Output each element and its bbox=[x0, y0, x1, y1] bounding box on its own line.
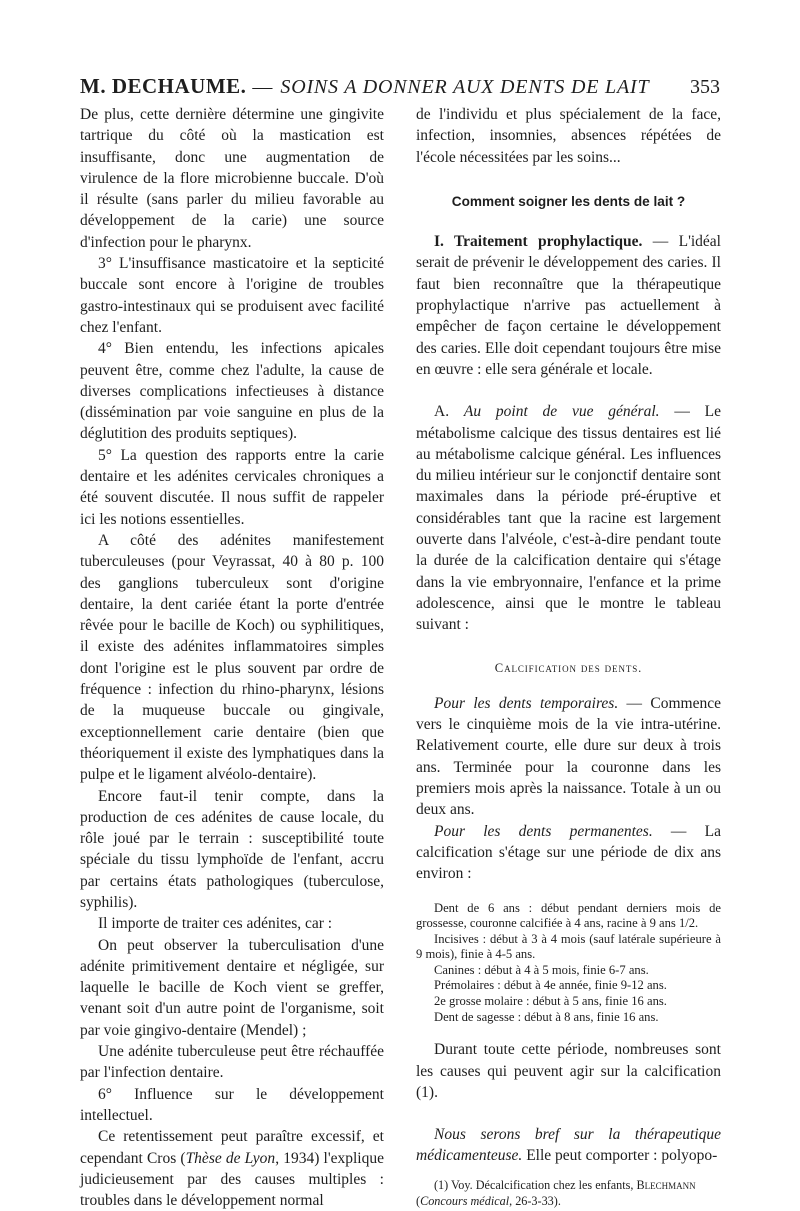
section-heading: Comment soigner les dents de lait ? bbox=[451, 193, 686, 209]
text-run: Ce retentissement peut paraître excessif, et cependant Cros ( bbox=[80, 1128, 384, 1167]
table-row: 2e grosse molaire : début à 5 ans, finie 16 ans. bbox=[434, 994, 667, 1009]
text-run: — La calcification s'étage sur une période de dix ans environ : bbox=[416, 822, 722, 883]
paragraph: 5° La question des rapports entre la carie dentaire et les adénites cervicales chroniques a été souvent discutée. Il nous suffit de rappeler ici les notions essentielles. bbox=[80, 446, 384, 528]
paragraph: 4° Bien entendu, les infections apicales peuvent être, comme chez l'adulte, la cause de diverses complications infectieuses à distance (dissémination par voie sanguine en plus de la déglutition des produits septiques). bbox=[80, 340, 384, 443]
paragraph: Encore faut-il tenir compte, dans la production de ces adénites de cause locale, du rôle joué par le terrain : susceptibilité toute spéciale du tissu lymphoïde de l'enfant, accru par certains états pathologiques (tuberculose, syphilis). bbox=[80, 787, 384, 911]
paragraph: 6° Influence sur le développement intellectuel. bbox=[80, 1085, 384, 1124]
text-run: , 26-3-33). bbox=[509, 1193, 561, 1208]
paragraph bbox=[416, 401, 721, 635]
calcification-table bbox=[416, 901, 721, 1026]
running-header bbox=[80, 74, 720, 104]
text-run: Elle peut comporter : polyopo- bbox=[522, 1147, 718, 1165]
page-number: 353 bbox=[690, 76, 720, 98]
paragraph: A côté des adénites manifestement tuberculeuses (pour Veyrassat, 40 à 80 p. 100 des ganglions tuberculeux sont d'origine dentaire, la dent cariée étant la porte d'entrée rêvée pour le bacille de Koch) ou syphilitiques, il existe des adénites inflammatoires simples dont l'origine est le plus souvent par ordre de fréquence : infection du rhino-pharynx, lésions de la muqueuse buccale ou gingivale, exceptionnellement carie dentaire (bien que théoriquement il existe des lymphatiques dans la pulpe et le ligament alvéolo-dentaire). bbox=[80, 531, 384, 784]
text-run: (1) Voy. Décalcification chez les enfants, bbox=[434, 1177, 637, 1192]
text-run: — L'idéal serait de prévenir le développement des caries. Il faut bien reconnaître que la thérapeutique prophylactique n'arrive pas actuellement à empêcher de façon certaine le développement des caries. Elle doit cependant toujours être mise en œuvre : elle sera générale et locale. bbox=[416, 233, 721, 378]
header-title: SOINS A DONNER AUX DENTS DE LAIT bbox=[280, 76, 650, 98]
header-separator: — bbox=[252, 76, 273, 98]
footnote-author: Blechmann bbox=[636, 1177, 696, 1192]
footnote-journal: Concours médical bbox=[420, 1193, 510, 1208]
subsection-title: I. Traitement prophylactique. bbox=[434, 233, 643, 251]
paragraph bbox=[80, 1126, 384, 1211]
text-run: , 1934) l'explique judicieusement par des causes multiples : troubles dans le développement normal bbox=[80, 1149, 384, 1210]
paragraph: Durant toute cette période, nombreuses sont les causes qui peuvent agir sur la calcification (1). bbox=[416, 1041, 721, 1101]
subsection-title: Pour les dents permanentes. bbox=[434, 822, 653, 840]
table-row: Dent de 6 ans : début pendant derniers mois de grossesse, couronne calcifiée à 4 ans, racine à 9 ans 1/2. bbox=[416, 900, 721, 931]
table-row: Incisives : début à 3 à 4 mois (sauf latérale supérieure à 9 mois), finie à 4-5 ans. bbox=[416, 931, 721, 962]
paragraph bbox=[416, 821, 721, 885]
text-run: — Commence vers le cinquième mois de la vie intra-utérine. Relativement courte, elle dure sur deux à trois ans. Terminée pour la couronne dans les premiers mois après la naissance. Totale à un ou deux ans. bbox=[416, 694, 721, 819]
spacer bbox=[416, 380, 721, 401]
right-column bbox=[416, 104, 721, 1209]
paragraph bbox=[416, 231, 721, 380]
table-row: Canines : début à 4 à 5 mois, finie 6-7 ans. bbox=[434, 962, 649, 977]
table-row: Prémolaires : début à 4e année, finie 9-12 ans. bbox=[434, 978, 667, 993]
italic-run: Nous serons bref sur la thérapeutique médicamenteuse. bbox=[416, 1126, 721, 1165]
text-run: ( bbox=[416, 1193, 421, 1208]
paragraph: On peut observer la tuberculisation d'une adénite primitivement dentaire et négligée, sur laquelle le bacille de Koch vient se greffer, venant soit d'un autre point de l'organisme, soit par voie gingivo-dentaire (Mendel) ; bbox=[80, 936, 384, 1039]
text-run: A. bbox=[434, 403, 464, 421]
table-row: Dent de sagesse : début à 8 ans, finie 16 ans. bbox=[434, 1009, 659, 1024]
spacer bbox=[416, 1103, 721, 1124]
paragraph: Il importe de traiter ces adénites, car : bbox=[98, 915, 333, 933]
paragraph: de l'individu et plus spécialement de la face, infection, insomnies, absences répétées de l'école nécessitées par les soins... bbox=[416, 106, 721, 166]
paragraph bbox=[416, 693, 721, 821]
paragraph bbox=[416, 1124, 721, 1167]
left-column bbox=[80, 104, 384, 1211]
subsection-title: Pour les dents temporaires. bbox=[434, 694, 619, 712]
paragraph: Une adénite tuberculeuse peut être réchauffée par l'infection dentaire. bbox=[80, 1043, 384, 1082]
paragraph: 3° L'insuffisance masticatoire et la septicité buccale sont encore à l'origine de troubles gastro-intestinaux qui se produisent avec facilité chez l'enfant. bbox=[80, 255, 384, 336]
paragraph: De plus, cette dernière détermine une gingivite tartrique du côté où la mastication est insuffisante, donc une augmentation de virulence de la flore microbienne buccale. D'où il résulte (sans parler du milieu favorable au développement de la carie) une source d'infection pour le pharynx. bbox=[80, 106, 384, 251]
text-run: — Le métabolisme calcique des tissus dentaires est lié au métabolisme calcique général. Les influences du milieu intérieur sur le conjonctif dentaire sont maximales dans la période pré-éruptive et considérables tant que la racine est largement ouverte dans l'alvéole, c'est-à-dire pendant toute la durée de la calcification dentaire qui s'étage dans la vie embryonnaire, l'enfance et la prime adolescence, ainsi que le montre le tableau suivant : bbox=[416, 403, 721, 634]
header-author: M. DECHAUME. bbox=[80, 74, 247, 98]
subsection-title: Au point de vue général. bbox=[463, 403, 660, 421]
spacer bbox=[416, 1167, 721, 1177]
citation-title: Thèse de Lyon bbox=[185, 1149, 276, 1167]
table-caption: Calcification des dents. bbox=[494, 660, 643, 675]
footnote bbox=[416, 1177, 721, 1209]
